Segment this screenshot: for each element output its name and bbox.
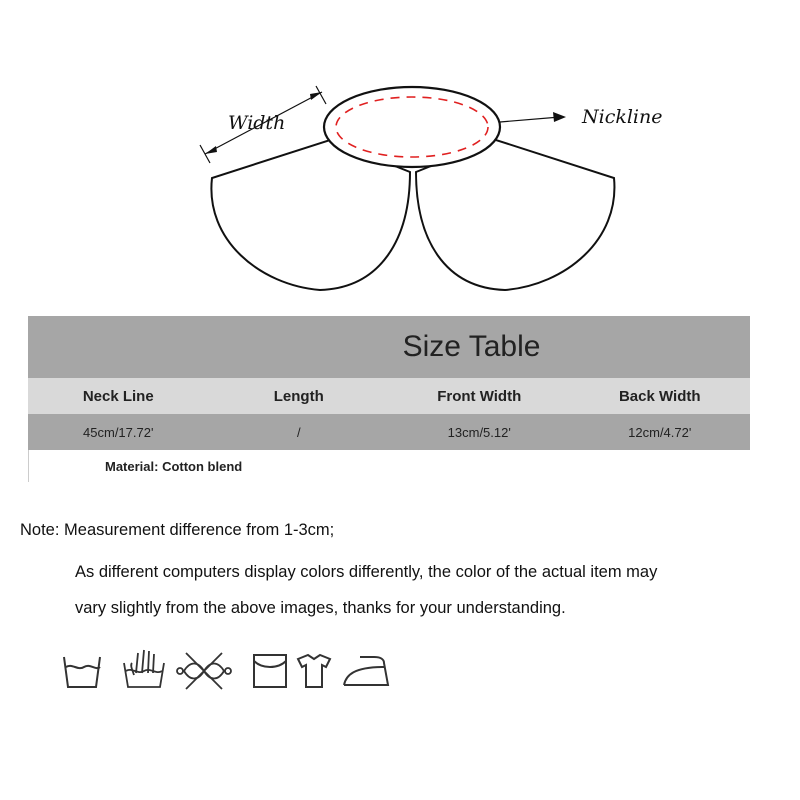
collar-illustration: [0, 0, 800, 300]
value-back-width: 12cm/4.72': [628, 424, 692, 440]
neckline-label: Nickline: [582, 106, 663, 128]
wash-tub-icon: [64, 657, 100, 687]
header-back-width: Back Width: [618, 387, 701, 405]
value-front-width: 13cm/5.12': [447, 424, 511, 440]
material-text: Material: Cotton blend: [28, 450, 750, 482]
neck-ellipse: [324, 87, 500, 167]
header-front-width: Front Width: [437, 387, 522, 405]
note-line-2: As different computers display colors differently, the color of the actual item may: [75, 563, 658, 581]
size-table: [28, 316, 750, 482]
value-length: /: [296, 424, 301, 440]
size-table-value-row: [28, 414, 750, 450]
hand-wash-icon: [124, 650, 164, 687]
size-table-title: Size Table: [28, 316, 750, 378]
note-line-3: vary slightly from the above images, thanks for your understanding.: [75, 599, 566, 617]
do-not-wring-icon: [177, 653, 231, 689]
dry-flat-icon: [254, 655, 286, 687]
header-neck-line: Neck Line: [82, 387, 154, 405]
note-line-1: Note: Measurement difference from 1-3cm;: [20, 521, 335, 539]
neckline-arrow: [500, 117, 560, 122]
iron-icon: [344, 657, 388, 685]
care-icons: [58, 645, 398, 695]
value-neck-line: 45cm/17.72': [83, 424, 154, 440]
size-table-header-row: [28, 378, 750, 414]
width-label: Width: [228, 112, 286, 134]
line-dry-icon: [298, 655, 330, 687]
header-length: Length: [273, 387, 324, 405]
measurement-note: [20, 521, 790, 626]
